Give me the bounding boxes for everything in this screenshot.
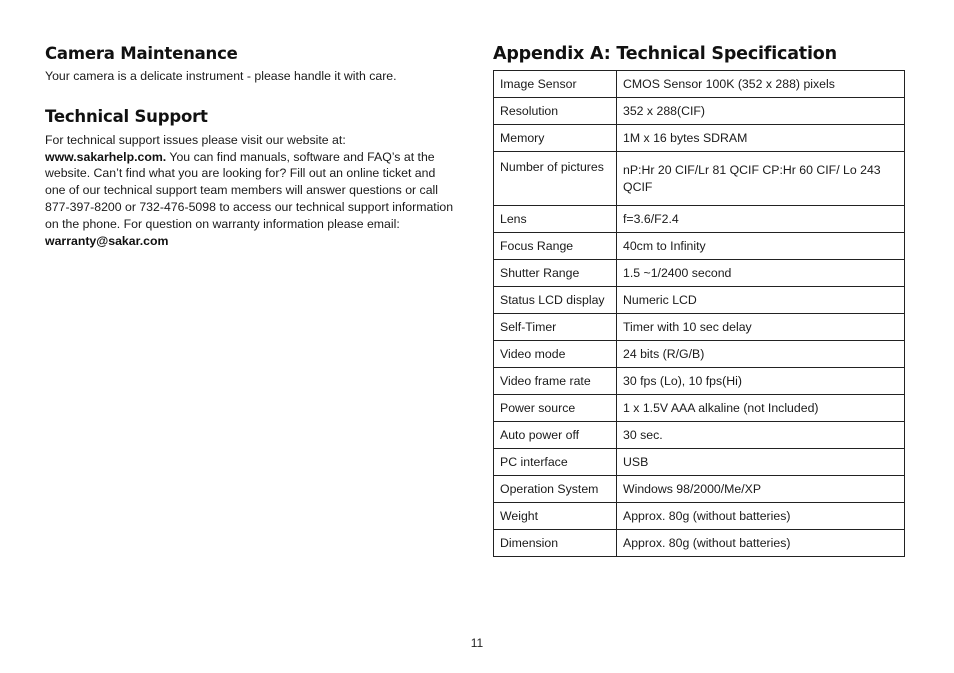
spec-value: Timer with 10 sec delay [617,314,905,341]
technical-support-text [45,132,455,250]
spec-label: Shutter Range [494,260,617,287]
spec-row [494,314,905,341]
spec-row [494,368,905,395]
spec-label: Focus Range [494,233,617,260]
spec-row [494,125,905,152]
spec-label: Self-Timer [494,314,617,341]
spec-value: Approx. 80g (without batteries) [617,530,905,557]
spec-label: Image Sensor [494,71,617,98]
support-website-link[interactable]: www.sakarhelp.com. [45,149,167,164]
spec-value: 1 x 1.5V AAA alkaline (not Included) [617,395,905,422]
spec-label: Operation System [494,476,617,503]
right-column [493,44,906,557]
spec-label: Video mode [494,341,617,368]
camera-maintenance-text: Your camera is a delicate instrument - please handle it with care. [45,69,397,83]
spec-value: 1.5 ~1/2400 second [617,260,905,287]
spec-row [494,503,905,530]
support-intro: For technical support issues please visit our website at: [45,132,346,147]
spec-row [494,341,905,368]
spec-row [494,98,905,125]
spec-label: Memory [494,125,617,152]
spec-value: 30 sec. [617,422,905,449]
spec-label: Number of pictures [494,152,617,206]
spec-table [493,70,905,557]
technical-support-heading: Technical Support [45,106,208,126]
spec-row [494,395,905,422]
spec-row [494,530,905,557]
spec-label: Status LCD display [494,287,617,314]
spec-row [494,476,905,503]
left-column [45,40,455,249]
spec-label: PC interface [494,449,617,476]
spec-label: Weight [494,503,617,530]
spec-value: Numeric LCD [617,287,905,314]
spec-row [494,260,905,287]
spec-label: Lens [494,206,617,233]
spec-row [494,287,905,314]
spec-row [494,206,905,233]
spec-value: USB [617,449,905,476]
spec-value: 24 bits (R/G/B) [617,341,905,368]
spec-label: Video frame rate [494,368,617,395]
spec-value: Approx. 80g (without batteries) [617,503,905,530]
page-number: 11 [470,636,484,650]
spec-row [494,71,905,98]
spec-label: Dimension [494,530,617,557]
spec-value: CMOS Sensor 100K (352 x 288) pixels [617,71,905,98]
camera-maintenance-heading: Camera Maintenance [45,44,238,63]
spec-row [494,449,905,476]
spec-label: Power source [494,395,617,422]
spec-label: Auto power off [494,422,617,449]
spec-value: Windows 98/2000/Me/XP [617,476,905,503]
spec-value: nP:Hr 20 CIF/Lr 81 QCIF CP:Hr 60 CIF/ Lo 243 QCIF [617,152,905,206]
spec-value: 352 x 288(CIF) [617,98,905,125]
spec-label: Resolution [494,98,617,125]
support-body: You can find manuals, software and FAQ’s at the website. Can’t find what you are looking for? Fill out an online ticket and one of our technical support team members will answer questions or call 877-397-8200 or 732-476-5098 to access our technical support information on the phone. For question on warranty information please email: [45,149,454,231]
spec-value: 40cm to Infinity [617,233,905,260]
spec-value: 30 fps (Lo), 10 fps(Hi) [617,368,905,395]
spec-row [494,152,905,206]
appendix-heading: Appendix A: Technical Specification [493,44,837,64]
spec-value: 1M x 16 bytes SDRAM [617,125,905,152]
spec-row [494,233,905,260]
spec-row [494,422,905,449]
support-email-link[interactable]: warranty@sakar.com [45,233,169,248]
spec-value: f=3.6/F2.4 [617,206,905,233]
